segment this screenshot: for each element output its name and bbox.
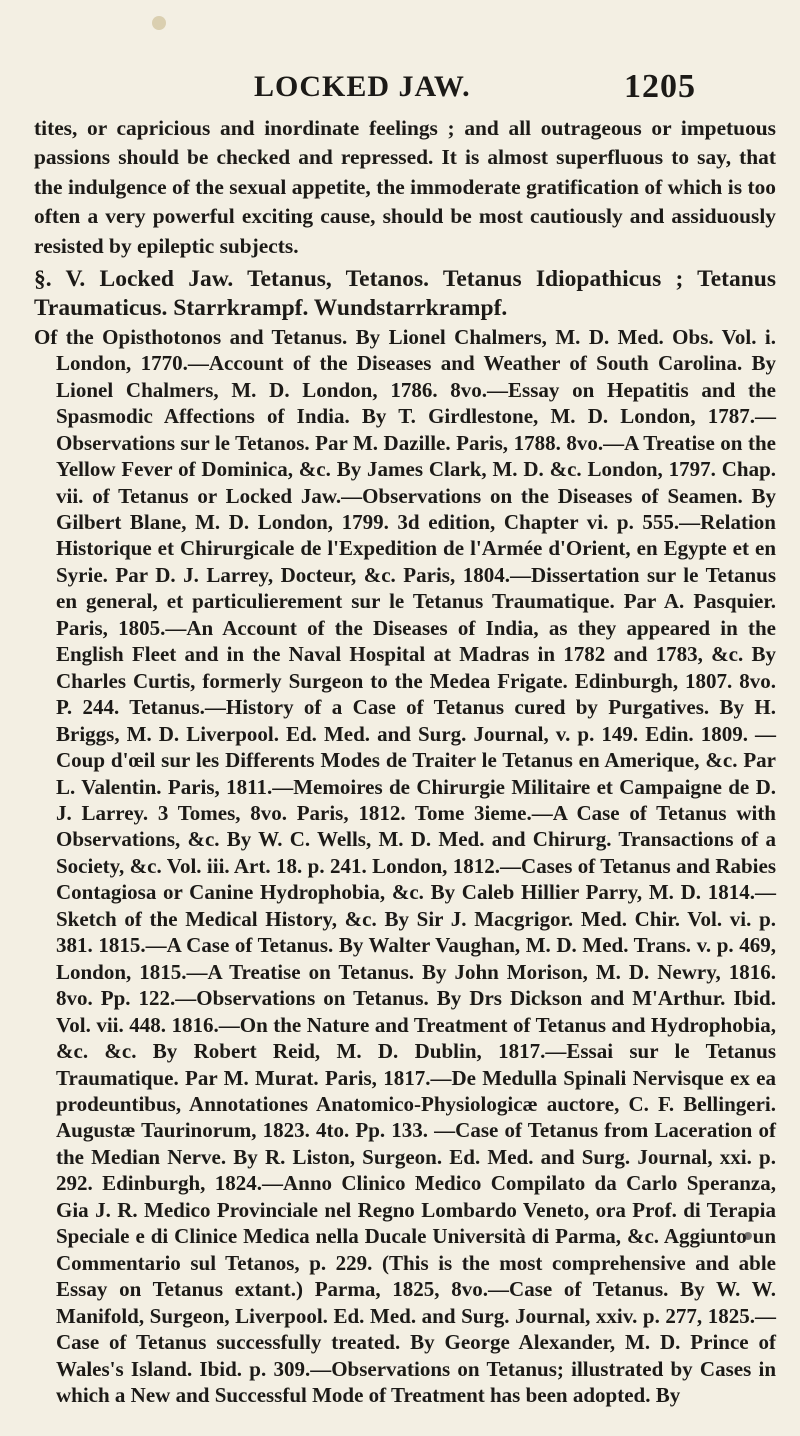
section-heading-block: [34, 265, 776, 324]
intro-paragraph: tites, or capricious and inordinate feelings ; and all outrageous or impetuous passions should be checked and repressed. It is almost superfluous to say, that the indulgence of the sexual appetite, the immoderate gratification of which is too often a very powerful exciting cause, should be most cautiously and assiduously resisted by epileptic subjects.: [34, 116, 776, 258]
section-heading: §. V. Locked Jaw. Tetanus, Tetanos. Tetanus Idiopathicus ; Tetanus Traumaticus. Starrkrampf. Wundstarrkrampf.: [34, 266, 776, 322]
page-header: [0, 70, 800, 114]
bibliography-paragraph: Of the Opisthotonos and Tetanus. By Lionel Chalmers, M. D. Med. Obs. Vol. i. London, 1770.—Account of the Diseases and Weather of South Carolina. By Lionel Chalmers, M. D. London, 1786. 8vo.—Essay on Hepatitis and the Spasmodic Affections of India. By T. Girdlestone, M. D. London, 1787.—Observations sur le Tetanos. Par M. Dazille. Paris, 1788. 8vo.—A Treatise on the Yellow Fever of Dominica, &c. By James Clark, M. D. &c. London, 1797. Chap. vii. of Tetanus or Locked Jaw.—Observations on the Diseases of Seamen. By Gilbert Blane, M. D. London, 1799. 3d edition, Chapter vi. p. 555.—Relation Historique et Chirurgicale de l'Expedition de l'Armée d'Orient, en Egypte et en Syrie. Par D. J. Larrey, Docteur, &c. Paris, 1804.—Dissertation sur le Tetanus en general, et particulierement sur le Tetanus Traumatique. Par A. Pasquier. Paris, 1805.—An Account of the Diseases of India, as they appeared in the English Fleet and in the Naval Hospital at Madras in 1782 and 1783, &c. By Charles Curtis, formerly Surgeon to the Medea Frigate. Edinburgh, 1807. 8vo. P. 244. Tetanus.—History of a Case of Tetanus cured by Purgatives. By H. Briggs, M. D. Liverpool. Ed. Med. and Surg. Journal, v. p. 149. Edin. 1809. —Coup d'œil sur les Differents Modes de Traiter le Tetanus en Amerique, &c. Par L. Valentin. Paris, 1811.—Memoires de Chirurgie Militaire et Campaigne de D. J. Larrey. 3 Tomes, 8vo. Paris, 1812. Tome 3ieme.—A Case of Tetanus with Observations, &c. By W. C. Wells, M. D. Med. and Chirurg. Transactions of a Society, &c. Vol. iii. Art. 18. p. 241. London, 1812.—Cases of Tetanus and Rabies Contagiosa or Canine Hydrophobia, &c. By Caleb Hillier Parry, M. D. 1814.—Sketch of the Medical History, &c. By Sir J. Macgrigor. Med. Chir. Vol. vi. p. 381. 1815.—A Case of Tetanus. By Walter Vaughan, M. D. Med. Trans. v. p. 469, London, 1815.—A Treatise on Tetanus. By John Morison, M. D. Newry, 1816. 8vo. Pp. 122.—Observations on Tetanus. By Drs Dickson and M'Arthur. Ibid. Vol. vii. 448. 1816.—On the Nature and Treatment of Tetanus and Hydrophobia, &c. &c. By Robert Reid, M. D. Dublin, 1817.—Essai sur le Tetanus Traumatique. Par M. Murat. Paris, 1817.—De Medulla Spinali Nervisque ex ea prodeuntibus, Annotationes Anatomico-Physiologicæ auctore, C. F. Bellingeri. Augustæ Taurinorum, 1823. 4to. Pp. 133. —Case of Tetanus from Laceration of the Median Nerve. By R. Liston, Surgeon. Ed. Med. and Surg. Journal, xxi. p. 292. Edinburgh, 1824.—Anno Clinico Medico Compilato da Carlo Speranza, Gia J. R. Medico Provinciale nel Regno Lombardo Veneto, ora Prof. di Terapia Speciale e di Clinice Medica nella Ducale Università di Parma, &c. Aggiunto un Commentario sul Tetanos, p. 229. (This is the most comprehensive and able Essay on Tetanus extant.) Parma, 1825, 8vo.—Case of Tetanus. By W. W. Manifold, Surgeon, Liverpool. Ed. Med. and Surg. Journal, xxiv. p. 277, 1825.—Case of Tetanus successfully treated. By George Alexander, M. D. Prince of Wales's Island. Ibid. p. 309.—Observations on Tetanus; illustrated by Cases in which a New and Successful Mode of Treatment has been adopted. By: [34, 324, 776, 1407]
body-text: [34, 114, 776, 1408]
running-head: LOCKED JAW.: [254, 70, 471, 103]
page-number: 1205: [624, 68, 696, 105]
page-stain: [152, 16, 166, 30]
